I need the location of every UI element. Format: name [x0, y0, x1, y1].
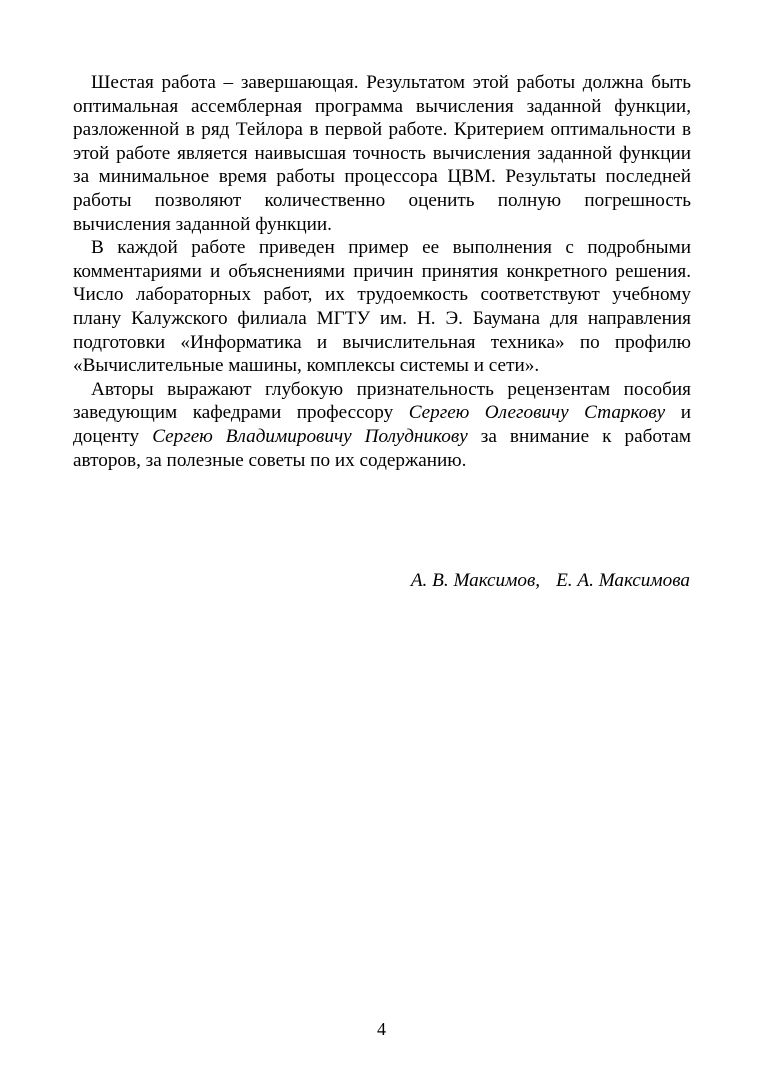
paragraph-3	[73, 378, 691, 472]
page-number: 4	[377, 1019, 386, 1039]
reviewer-name-2: Сергею Владимировичу Полудникову	[152, 425, 468, 447]
paragraph-1-text: Шестая работа – завершающая. Результатом этой работы должна быть оптимальная ассемблерная программа вычисления заданной функции, разложенной в ряд Тейлора в первой работе. Критерием оптимальности в этой работе является наивысшая точность вычисления заданной функции за минимальное время работы процессора ЦВМ. Результаты последней работы позволяют количественно оценить полную погрешность вычисления заданной функции.	[73, 72, 691, 235]
reviewer-name-1: Сергею Олеговичу Старкову	[408, 402, 666, 424]
paragraph-3-text-a: Авторы выражают глубокую признательность рецензентам пособия заведующим кафедрами профессору	[73, 378, 691, 424]
author-2: Е. А. Максимова	[556, 570, 690, 591]
paragraph-3-text-b: и доценту	[73, 402, 691, 447]
paragraph-3-text-c: за внимание к работам авторов, за полезные советы по их содержанию.	[73, 425, 691, 471]
body-text	[73, 71, 691, 472]
author-signature	[411, 569, 690, 593]
paragraph-1	[73, 71, 691, 236]
paragraph-2	[73, 236, 691, 378]
paragraph-2-text: В каждой работе приведен пример ее выполнения с подробными комментариями и объяснениями причин принятия конкретного решения. Число лабораторных работ, их трудоемкость соответствуют учебному плану Калужского филиала МГТУ им. Н. Э. Баумана для направления подготовки «Информатика и вычислительная техника» по профилю «Вычислительные машины, комплексы системы и сети».	[73, 237, 691, 377]
author-1: А. В. Максимов,	[410, 570, 541, 591]
